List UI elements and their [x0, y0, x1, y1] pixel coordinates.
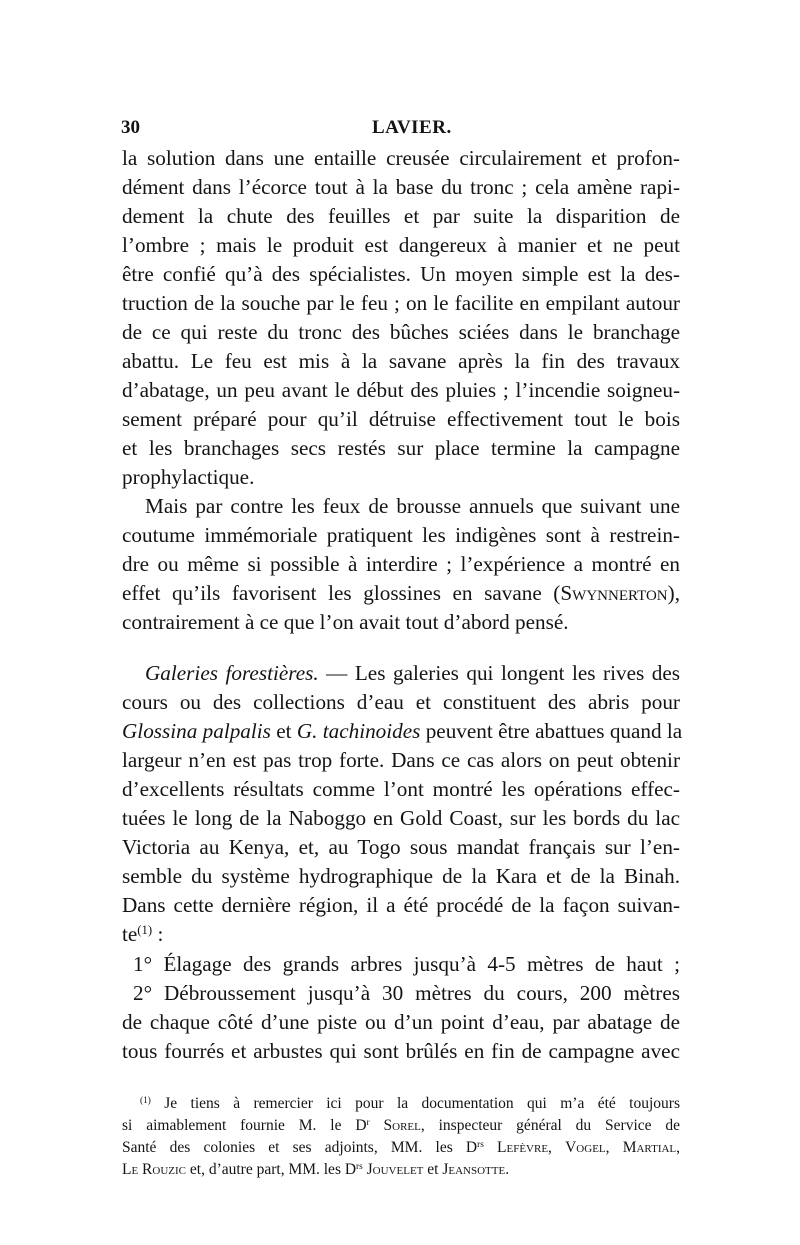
person-name: Sorel: [383, 1117, 421, 1134]
section-title: Galeries forestières.: [145, 661, 319, 685]
body-line: contrairement à ce que l’on avait tout d’abord pensé.: [122, 610, 569, 634]
text-run: te: [122, 922, 138, 946]
title-abbrev: r: [366, 1117, 370, 1128]
person-name: Jouvelet: [366, 1161, 424, 1178]
body-line: sement préparé pour qu’il détruise effectivement tout le bois: [122, 407, 680, 431]
title-abbrev: rs: [356, 1161, 363, 1172]
list-item: 2° Débroussement jusqu’à 30 mètres du cours, 200 mètres: [133, 981, 680, 1005]
body-line: [122, 659, 680, 687]
body-line: Victoria au Kenya, et, au Togo sous mandat français sur l’en-: [122, 835, 680, 859]
page-number: 30: [121, 117, 140, 138]
body-line: cours ou des collections d’eau et constituent des abris pour: [122, 690, 680, 714]
text-run: .: [505, 1161, 510, 1178]
body-line: largeur n’en est pas trop forte. Dans ce cas alors on peut obtenir: [122, 748, 680, 772]
body-line: coutume immémoriale pratiquent les indigènes sont à restrein-: [122, 523, 680, 547]
text-run: ),: [667, 581, 680, 605]
body-line: [122, 579, 680, 607]
body-line: prophylactique.: [122, 465, 255, 489]
body-line: d’abatage, un peu avant le début des pluies ; l’incendie soigneu-: [122, 378, 680, 402]
text-run: si aimablement fournie M. le D: [122, 1117, 367, 1134]
body-line: Dans cette dernière région, il a été procédé de la façon suivan-: [122, 893, 680, 917]
person-name: Vogel: [565, 1139, 606, 1156]
text-run: et: [270, 719, 297, 743]
body-line: l’ombre ; mais le produit est dangereux à manier et ne peut: [122, 233, 680, 257]
footnote-line: [122, 1137, 680, 1159]
footnote-line: [122, 1115, 680, 1137]
list-item: 1° Élagage des grands arbres jusqu’à 4-5 mètres de haut ;: [133, 952, 680, 976]
text-run: effet qu’ils favorisent les glossines en savane (: [122, 581, 561, 605]
text-run: Je tiens à remercier ici pour la documentation qui m’a été toujours: [150, 1095, 680, 1112]
author-name: Swynnerton: [560, 581, 668, 605]
footnote-line: [122, 1159, 680, 1181]
body-line: tuées le long de la Naboggo en Gold Coast, sur les bords du lac: [122, 806, 680, 830]
body-line: de ce qui reste du tronc des bûches sciées dans le branchage: [122, 320, 680, 344]
text-run: peuvent être abattues quand la: [420, 719, 683, 743]
body-line: [122, 920, 680, 948]
text-run: et, d’autre part, MM. les D: [186, 1161, 357, 1178]
species-name: Glossina palpalis: [122, 719, 271, 743]
body-line: d’excellents résultats comme l’ont montré les opérations effec-: [122, 777, 680, 801]
text-run: et: [423, 1161, 443, 1178]
running-header: [121, 117, 679, 147]
person-name: Martial: [622, 1139, 677, 1156]
footnote-reference: (1): [137, 923, 153, 938]
body-line: tous fourrés et arbustes qui sont brûlés en fin de campagne avec: [122, 1039, 680, 1063]
text-run: Santé des colonies et ses adjoints, MM. les D: [122, 1139, 478, 1156]
species-name: G. tachinoides: [296, 719, 421, 743]
separator: ,: [605, 1139, 623, 1156]
body-line: [122, 717, 683, 745]
body-line: Mais par contre les feux de brousse annuels que suivant une: [145, 494, 680, 518]
body-line: dement la chute des feuilles et par suite la disparition de: [122, 204, 680, 228]
body-line: abattu. Le feu est mis à la savane après la fin des travaux: [122, 349, 680, 373]
body-line: dre ou même si possible à interdire ; l’expérience a montré en: [122, 552, 680, 576]
text-run: :: [152, 922, 164, 946]
body-line: semble du système hydrographique de la Kara et de la Binah.: [122, 864, 680, 888]
person-name: Le Rouzic: [122, 1161, 187, 1178]
body-line: être confié qu’à des spécialistes. Un moyen simple est la des-: [122, 262, 680, 286]
body-line: la solution dans une entaille creusée circulairement et profon-: [122, 146, 680, 170]
body-line: de chaque côté d’une piste ou d’un point d’eau, par abatage de: [122, 1010, 680, 1034]
title-abbrev: rs: [477, 1139, 484, 1150]
text-run: ,: [676, 1139, 681, 1156]
footnote-line: [122, 1093, 680, 1115]
footnote-marker: (1): [140, 1095, 151, 1106]
separator: ,: [548, 1139, 566, 1156]
running-title: LAVIER.: [372, 117, 452, 138]
person-name: Jeansotte: [442, 1161, 506, 1178]
text-run: — Les galeries qui longent les rives des: [318, 661, 681, 685]
body-line: dément dans l’écorce tout à la base du tronc ; cela amène rapi-: [122, 175, 680, 199]
body-line: et les branchages secs restés sur place termine la campagne: [122, 436, 680, 460]
person-name: Lefèvre: [497, 1139, 549, 1156]
body-line: truction de la souche par le feu ; on le facilite en empilant autour: [122, 291, 680, 315]
text-run: , inspecteur général du Service de: [420, 1117, 681, 1134]
